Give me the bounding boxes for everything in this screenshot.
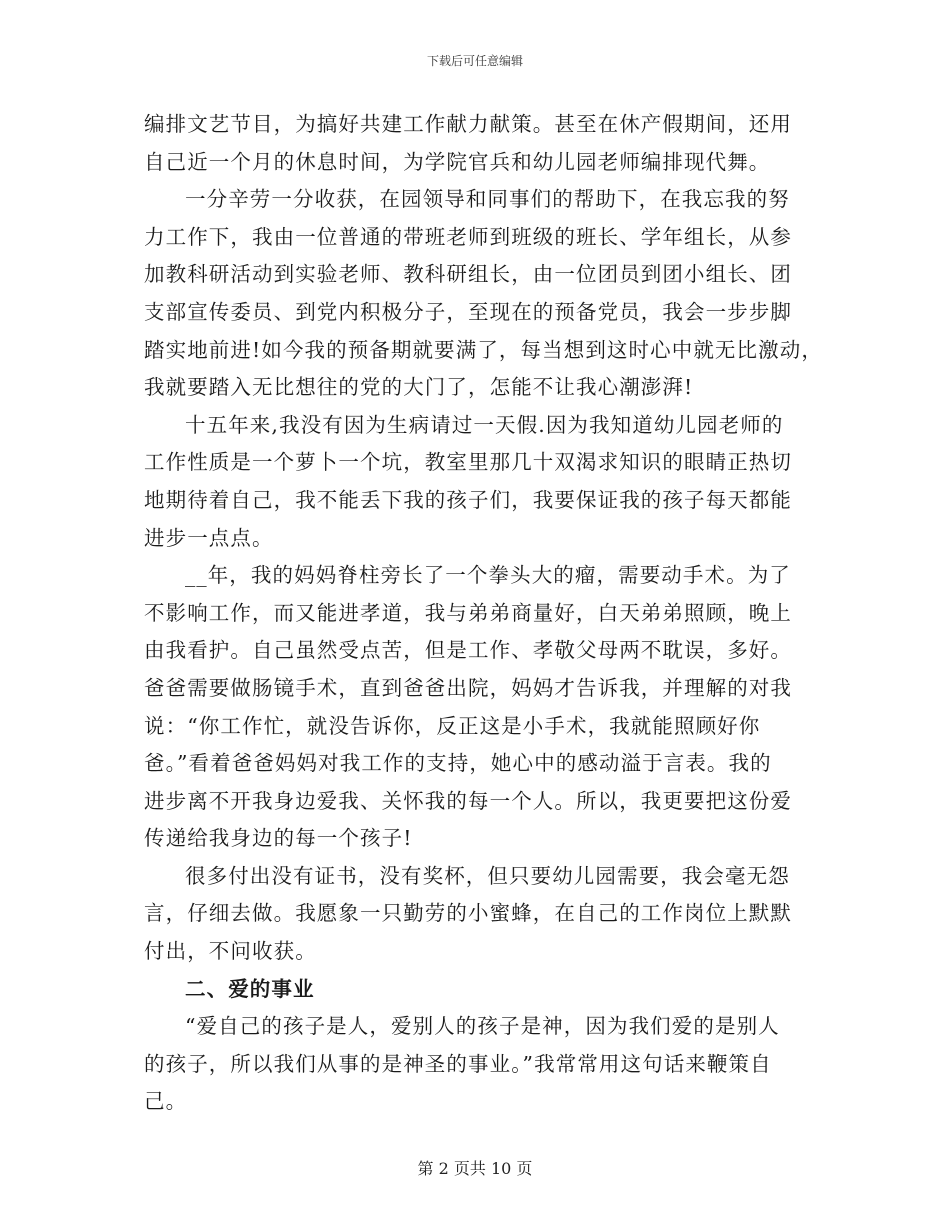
text-line: 说：“你工作忙，就没告诉你，反正这是小手术，我就能照顾好你: [144, 713, 761, 738]
text-line: 地期待着自己，我不能丢下我的孩子们，我要保证我的孩子每天都能: [144, 487, 792, 512]
text-line: 己。: [144, 1089, 188, 1114]
text-line: 进步一点点。: [144, 525, 274, 550]
text-line: 自己近一个月的休息时间，为学院官兵和幼儿园老师编排现代舞。: [144, 149, 771, 174]
text-line: 踏实地前进!如今我的预备期就要满了，每当想到这时心中就无比激动，: [144, 337, 823, 362]
text-line: 爸。”看着爸爸妈妈对我工作的支持，她心中的感动溢于言表。我的: [144, 751, 772, 776]
page-header: 下载后可任意编辑: [426, 54, 523, 68]
text-line: 十五年来,我没有因为生病请过一天假.因为我知道幼儿园老师的: [185, 412, 784, 437]
text-line: 很多付出没有证书，没有奖杯，但只要幼儿园需要，我会毫无怨: [185, 863, 790, 888]
text-line: 付出，不问收获。: [144, 939, 317, 964]
text-line: __年，我的妈妈脊柱旁长了一个拳头大的瘤，需要动手术。为了: [185, 563, 791, 588]
text-line: 编排文艺节目，为搞好共建工作献力献策。甚至在休产假期间，还用: [144, 112, 792, 136]
text-line: “爱自己的孩子是人，爱别人的孩子是神，因为我们爱的是别人: [185, 1014, 780, 1039]
document-body: [144, 106, 823, 1121]
section-heading: 二、爱的事业: [185, 976, 315, 1001]
text-line: 工作性质是一个萝卜一个坑，教室里那几十双渴求知识的眼睛正热切: [144, 450, 792, 475]
page-number: 第 2 页共 10 页: [417, 1159, 533, 1178]
text-line: 支部宣传委员、到党内积极分子，至现在的预备党员，我会一步步脚: [144, 299, 792, 324]
text-line: 力工作下，我由一位普通的带班老师到班级的班长、学年组长，从参: [144, 224, 792, 249]
text-line: 言，仔细去做。我愿象一只勤劳的小蜜蜂，在自己的工作岗位上默默: [144, 901, 792, 926]
text-line: 进步离不开我身边爱我、关怀我的每一个人。所以，我更要把这份爱: [144, 788, 792, 813]
text-line: 一分辛劳一分收获，在园领导和同事们的帮助下，在我忘我的努: [185, 187, 790, 212]
text-line: 加教科研活动到实验老师、教科研组长，由一位团员到团小组长、团: [144, 262, 792, 287]
text-line: 不影响工作，而又能进孝道，我与弟弟商量好，白天弟弟照顾，晚上: [144, 600, 792, 625]
text-line: 的孩子，所以我们从事的是神圣的事业。”我常常用这句话来鞭策自: [144, 1051, 772, 1076]
text-line: 由我看护。自己虽然受点苦，但是工作、孝敬父母两不耽误，多好。: [144, 638, 792, 663]
text-line: 我就要踏入无比想往的党的大门了，怎能不让我心潮澎湃!: [144, 375, 694, 400]
text-line: 传递给我身边的每一个孩子!: [144, 826, 413, 851]
text-line: 爸爸需要做肠镜手术，直到爸爸出院，妈妈才告诉我，并理解的对我: [144, 675, 792, 700]
